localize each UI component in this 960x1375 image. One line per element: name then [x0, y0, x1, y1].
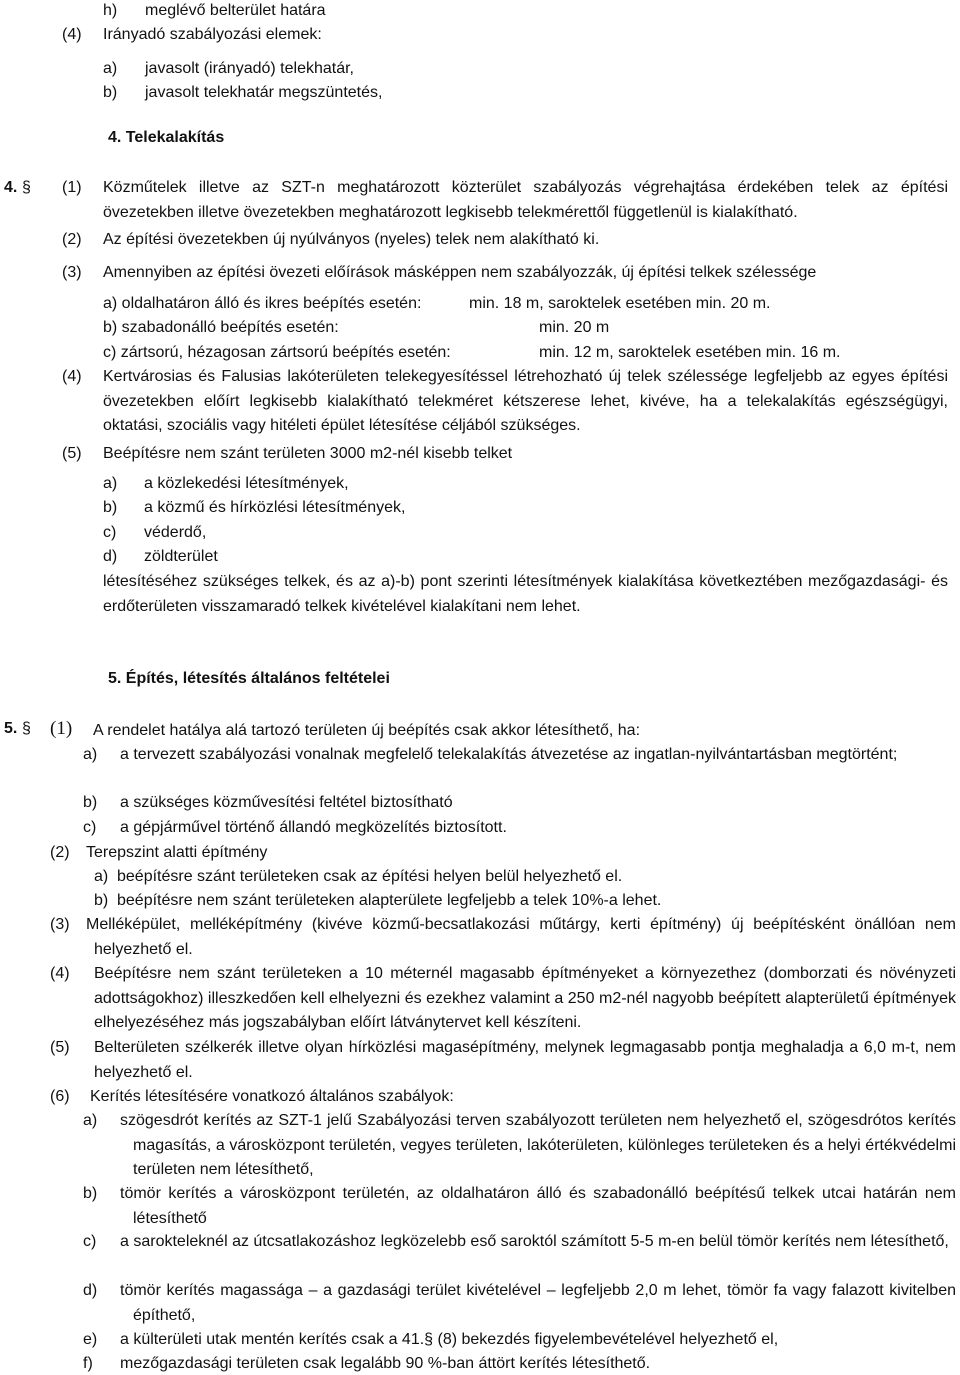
list-label: a): [103, 475, 118, 492]
list-text: a sarokteleknél az útcsatlakozáshoz legközelebb eső saroktól számított 5-5 m-en belül tömör kerítés nem létesíthető,: [120, 1233, 949, 1250]
list-text: a közlekedési létesítmények,: [144, 475, 349, 492]
paragraph-text: Kertvárosias és Falusias lakóterületen telekegyesítéssel létrehozható új telek szélessége legfeljebb az egyes építési övezetekben előírt legkisebb kialakítható telekméret kétszerese lehet, kivéve, ha a telekalakítás egészségügyi, oktatási, szociális vagy hitéleti épület létesítése céljából szükséges.: [103, 368, 948, 434]
paragraph-text: Belterületen szélkerék illetve olyan hírközlési magasépítmény, melynek legmagasabb pontja meghaladja a 6,0 m-t, nem helyezhető el.: [94, 1039, 956, 1081]
list-label: h): [103, 2, 118, 19]
list-text: beépítésre nem szánt területeken alapterülete legfeljebb a telek 10%-a lehet.: [117, 892, 662, 909]
list-label: d): [103, 548, 118, 565]
paragraph-text: Amennyiben az építési övezeti előírások másképpen nem szabályozzák, új építési telkek szélessége: [103, 264, 817, 281]
paragraph-text: Beépítésre nem szánt területeken a 10 méternél magasabb építményeket a környezethez (domborzati és növényzeti adottságokhoz) illeszkedően kell elhelyezni és ezekhez valamint a 250 m2-nél nagyobb beépített alapterületű építmények elhelyezéséhez más jogszabályban előírt látványtervet kell készíteni.: [94, 965, 956, 1031]
paragraph-text: Terepszint alatti építmény: [86, 844, 268, 861]
paragraph-text: Kerítés létesítésére vonatkozó általános szabályok:: [90, 1088, 454, 1105]
list-label: d): [83, 1282, 98, 1299]
list-text: mezőgazdasági területen csak legalább 90 %-ban áttört kerítés létesíthető.: [120, 1355, 651, 1372]
paragraph-number: (1): [50, 718, 73, 739]
list-label: f): [83, 1355, 93, 1372]
spec-label: c) zártsorú, hézagosan zártsorú beépítés esetén:: [103, 344, 451, 361]
paragraph-text: létesítéséhez szükséges telkek, és az a)-b) pont szerinti létesítmények kialakítása következtében mezőgazdasági- és erdőterületen visszamaradó telkek kivételével kialakítani nem lehet.: [103, 573, 948, 615]
paragraph-number: (4): [50, 965, 70, 982]
paragraph-number: (3): [50, 916, 70, 933]
paragraph-number: (5): [62, 445, 82, 462]
paragraph-text: A rendelet hatálya alá tartozó területen új beépítés csak akkor létesíthető, ha:: [93, 722, 641, 739]
list-label: a): [103, 60, 118, 77]
section-sign: §: [22, 179, 31, 196]
paragraph-text: Beépítésre nem szánt területen 3000 m2-nél kisebb telket: [103, 445, 513, 462]
paragraph-number: (2): [62, 231, 82, 248]
list-label: a): [83, 1112, 98, 1129]
spec-value: min. 20 m: [539, 319, 610, 336]
list-label: a): [94, 868, 109, 885]
paragraph-text: Közműtelek illetve az SZT-n meghatározott közterület szabályozás végrehajtása érdekében telek az építési övezetekben illetve övezetekben meghatározott legkisebb telekmérettől függetlenül is kialakítható.: [103, 179, 948, 221]
list-label: b): [83, 794, 98, 811]
list-text: zöldterület: [144, 548, 218, 565]
section-number: 5.: [4, 720, 18, 737]
paragraph-number: (2): [50, 844, 70, 861]
section-heading: 4. Telekalakítás: [108, 129, 225, 146]
spec-value: min. 12 m, saroktelek esetében min. 16 m.: [539, 344, 841, 361]
list-text: a közmű és hírközlési létesítmények,: [144, 499, 406, 516]
section-sign: §: [22, 720, 31, 737]
paragraph-number: (4): [62, 26, 82, 43]
spec-label: b) szabadonálló beépítés esetén:: [103, 319, 339, 336]
paragraph-number: (3): [62, 264, 82, 281]
list-label: b): [94, 892, 109, 909]
list-label: e): [83, 1331, 98, 1348]
list-label: b): [83, 1185, 98, 1202]
list-label: a): [83, 746, 98, 763]
list-label: b): [103, 499, 118, 516]
list-text: a gépjárművel történő állandó megközelítés biztosított.: [120, 819, 507, 836]
paragraph-number: (4): [62, 368, 82, 385]
list-label: c): [83, 1233, 97, 1250]
spec-label: a) oldalhatáron álló és ikres beépítés esetén:: [103, 295, 422, 312]
paragraph-text: Irányadó szabályozási elemek:: [103, 26, 322, 43]
list-text: tömör kerítés a városközpont területén, az oldalhatáron álló és szabadonálló beépítésű telkek utcai határán nem létesíthető: [120, 1185, 956, 1227]
section-heading: 5. Építés, létesítés általános feltételei: [108, 670, 390, 687]
list-text: tömör kerítés magassága – a gazdasági terület kivételével – legfeljebb 2,0 m lehet, tömör fa vagy falazott kivitelben építhető,: [120, 1282, 956, 1324]
list-text: javasolt (irányadó) telekhatár,: [145, 60, 354, 77]
paragraph-text: Az építési övezetekben új nyúlványos (nyeles) telek nem alakítható ki.: [103, 231, 600, 248]
list-text: a külterületi utak mentén kerítés csak a 41.§ (8) bekezdés figyelembevételével helyezhető el,: [120, 1331, 779, 1348]
list-label: c): [103, 524, 117, 541]
list-text: a tervezett szabályozási vonalnak megfelelő telekalakítás átvezetése az ingatlan-nyilvántartásban megtörtént;: [120, 746, 898, 763]
paragraph-number: (5): [50, 1039, 70, 1056]
paragraph-text: Melléképület, melléképítmény (kivéve közmű-becsatlakozási műtárgy, kerti építmény) új beépítésként önállóan nem helyezhető el.: [86, 916, 956, 958]
paragraph-number: (1): [62, 179, 82, 196]
spec-value: min. 18 m, saroktelek esetében min. 20 m.: [469, 295, 771, 312]
list-label: c): [83, 819, 97, 836]
list-text: meglévő belterület határa: [145, 2, 326, 19]
list-text: javasolt telekhatár megszüntetés,: [145, 84, 383, 101]
list-text: szögesdrót kerítés az SZT-1 jelű Szabályozási terven szabályozott területen nem helyezhető el, szögesdrótos kerítés magasítás, a városközpont területén, vegyes területen, lakóterületen, különleges területeken és a helyi értékvédelmi területen nem létesíthető,: [120, 1112, 956, 1178]
paragraph-number: (6): [50, 1088, 70, 1105]
list-text: véderdő,: [144, 524, 207, 541]
list-text: a szükséges közművesítési feltétel biztosítható: [120, 794, 453, 811]
list-text: beépítésre szánt területeken csak az építési helyen belül helyezhető el.: [117, 868, 623, 885]
section-number: 4.: [4, 179, 18, 196]
list-label: b): [103, 84, 118, 101]
